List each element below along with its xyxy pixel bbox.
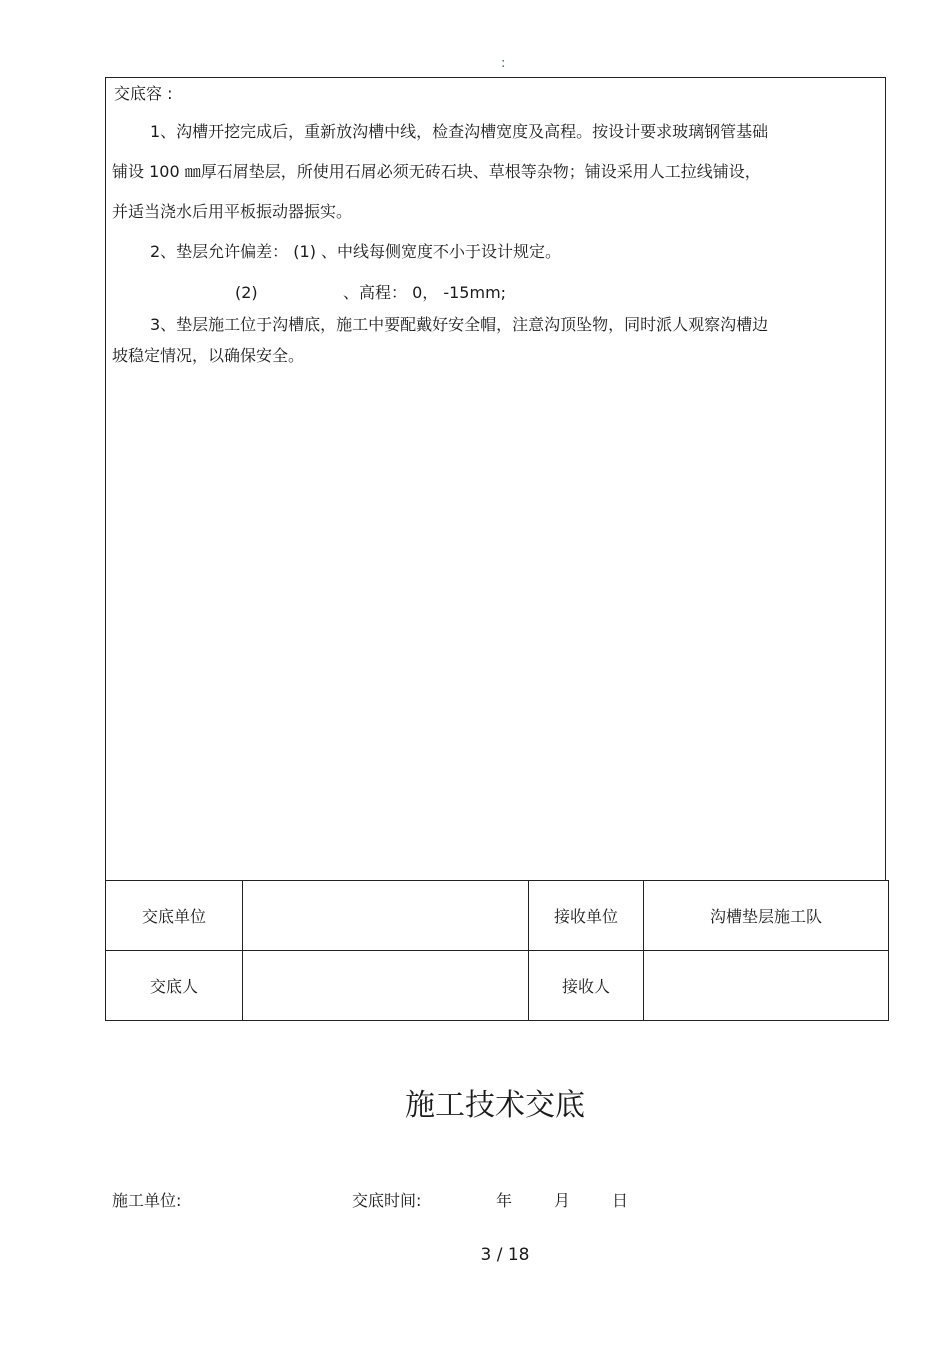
item2-line2-text: 、高程： 0， -15mm; [343,283,507,302]
month-label: 月 [554,1191,571,1210]
section-title: 施工技术交底 [405,1088,585,1123]
construction-unit-label: 施工单位: [112,1191,182,1210]
content-label: 交底容 : [114,84,173,103]
receiver-value [644,951,889,1021]
handover-unit-value [243,881,529,951]
handover-time-label: 交底时间: [352,1191,422,1210]
receiving-unit-value: 沟槽垫层施工队 [644,881,889,951]
handover-content-box [105,77,886,880]
page-number: 3 / 18 [480,1245,530,1265]
item3-line1: 3、垫层施工位于沟槽底，施工中要配戴好安全帽，注意沟顶坠物，同时派人观察沟槽边 [150,315,769,334]
header-mark: : [501,56,506,71]
year-label: 年 [496,1191,513,1210]
item1-line3: 并适当浇水后用平板振动器振实。 [112,202,353,221]
item2-line1: 2、垫层允许偏差： (1) 、中线每侧宽度不小于设计规定。 [150,242,562,261]
receiver-label: 接收人 [529,951,644,1021]
item3-line2: 坡稳定情况，以确保安全。 [112,346,305,365]
handover-unit-label: 交底单位 [106,881,243,951]
item1-line1: 1、沟槽开挖完成后，重新放沟槽中线，检查沟槽宽度及高程。按设计要求玻璃钢管基础 [150,122,769,141]
handover-person-label: 交底人 [106,951,243,1021]
table-row [106,951,889,1021]
handover-person-value [243,951,529,1021]
table-row [106,881,889,951]
signoff-table [105,880,889,1021]
day-label: 日 [612,1191,629,1210]
item1-line2: 铺设 100 ㎜厚石屑垫层，所使用石屑必须无砖石块、草根等杂物；铺设采用人工拉线铺设， [112,162,761,181]
receiving-unit-label: 接收单位 [529,881,644,951]
item2-line2-number: (2) [235,283,258,302]
